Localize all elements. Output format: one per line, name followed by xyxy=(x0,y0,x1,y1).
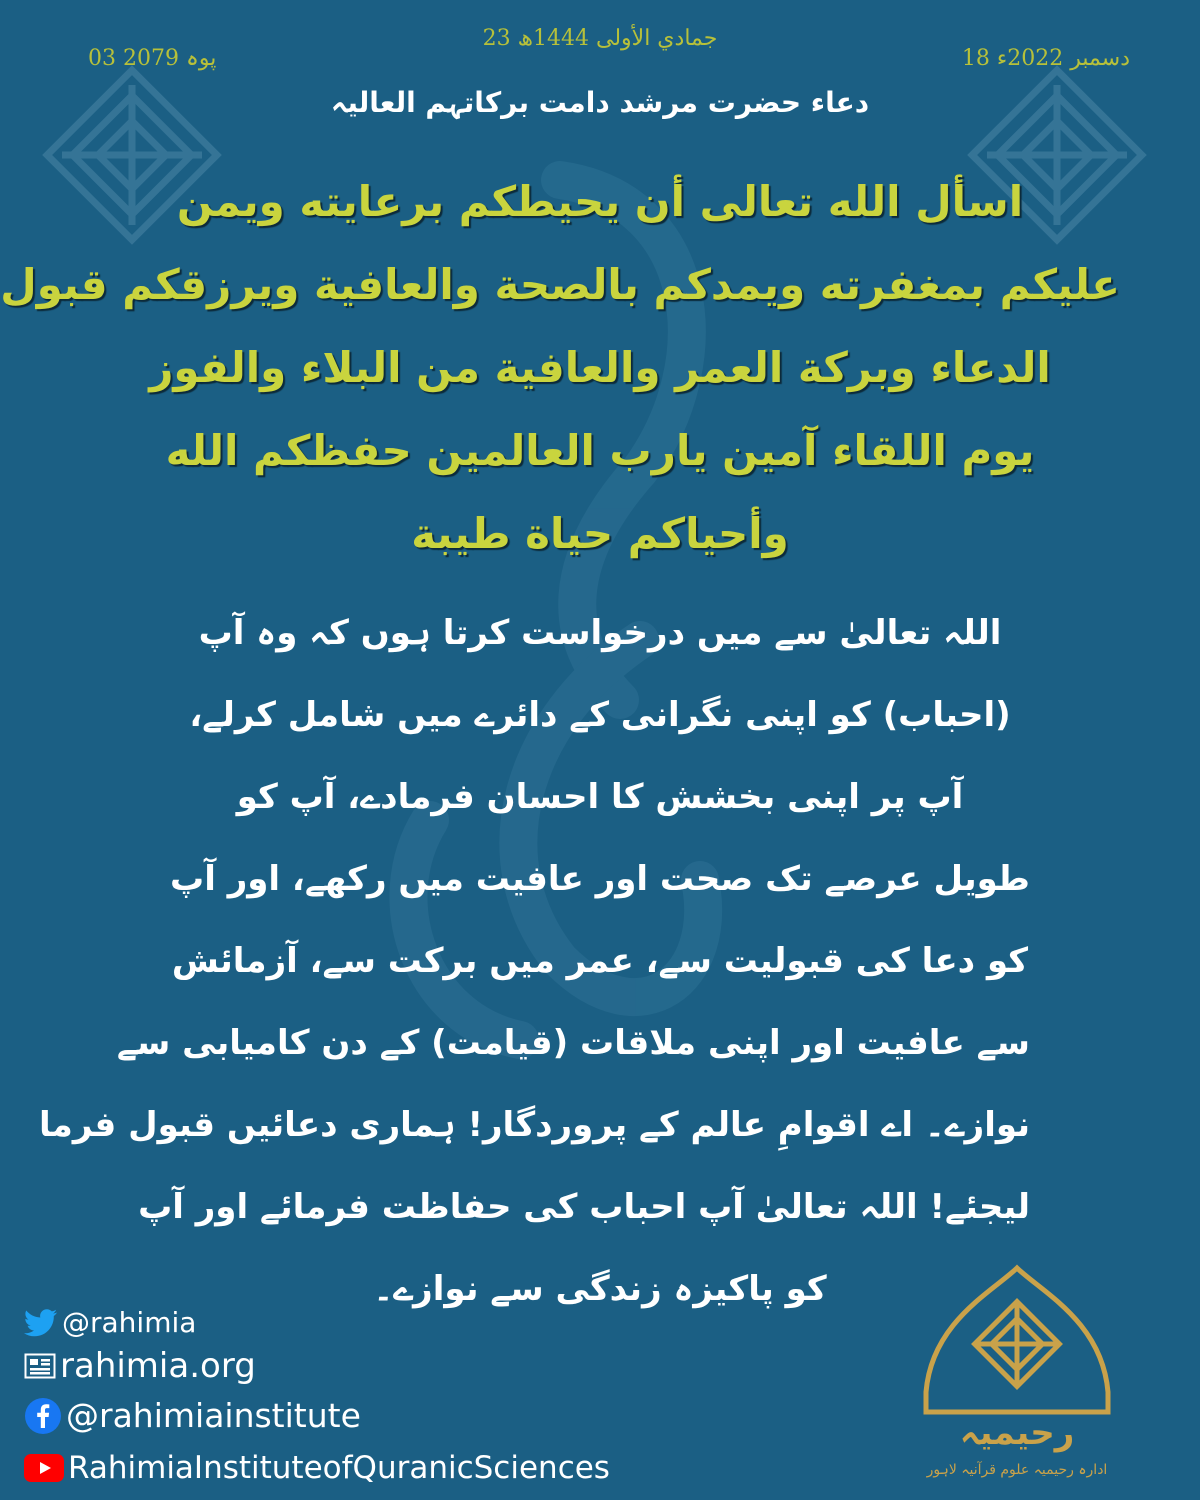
urdu-line: کو پاکیزہ زندگی سے نوازے۔ xyxy=(373,1269,827,1309)
twitter-handle: @rahimia xyxy=(62,1306,197,1339)
urdu-line: اللہ تعالیٰ سے میں درخواست کرتا ہوں کہ وہ آپ xyxy=(198,613,1002,653)
website-icon xyxy=(24,1353,56,1379)
arabic-line: عليكم بمغفرته ويمدكم بالصحة والعافية ويرزقكم قبول xyxy=(0,260,1120,309)
facebook-handle: @rahimiainstitute xyxy=(66,1396,361,1435)
youtube-channel: RahimiaInstituteofQuranicSciences xyxy=(68,1450,610,1486)
logo-subtitle: ادارہ رحیمیہ علوم قرآنیہ لاہور xyxy=(926,1462,1108,1478)
website-link[interactable] xyxy=(24,1346,256,1386)
facebook-icon xyxy=(24,1397,62,1435)
youtube-link[interactable] xyxy=(24,1450,610,1486)
gregorian-date: 18 دسمبر 2022ء xyxy=(961,46,1130,71)
urdu-line: نوازے۔ اے اقوامِ عالم کے پروردگار! ہماری دعائیں قبول فرما xyxy=(39,1105,1030,1145)
urdu-line: طویل عرصے تک صحت اور عافیت میں رکھے، اور آپ xyxy=(170,859,1030,899)
urdu-line: (احباب) کو اپنی نگرانی کے دائرے میں شامل کرلے، xyxy=(189,695,1011,735)
dua-title: دعاء حضرت مرشد دامت برکاتہم العالیہ xyxy=(330,86,870,119)
twitter-icon xyxy=(24,1309,58,1337)
rahimia-logo xyxy=(912,1262,1122,1484)
urdu-line: کو دعا کی قبولیت سے، عمر میں برکت سے، آزمائش xyxy=(171,941,1029,981)
logo-emblem xyxy=(912,1262,1122,1484)
urdu-line: لیجئے! اللہ تعالیٰ آپ احباب کی حفاظت فرمائے اور آپ xyxy=(138,1187,1030,1227)
twitter-link[interactable] xyxy=(24,1306,196,1339)
arabic-line: اسأل الله تعالى أن يحيطكم برعايته ويمن xyxy=(176,177,1024,226)
arabic-line: وأحياكم حياة طيبة xyxy=(411,509,789,558)
urdu-line: آپ پر اپنی بخشش کا احسان فرمادے، آپ کو xyxy=(236,777,964,817)
youtube-icon xyxy=(24,1454,64,1482)
website-url: rahimia.org xyxy=(60,1346,256,1386)
bikrami-date: 03 پوہ 2079 xyxy=(88,46,217,71)
arabic-line: الدعاء وبركة العمر والعافية من البلاء والفوز xyxy=(149,343,1051,392)
facebook-link[interactable] xyxy=(24,1396,361,1435)
logo-name: رحیمیہ xyxy=(959,1413,1075,1453)
hijri-date: 23 جمادي الأولى 1444ھ xyxy=(482,26,718,51)
arabic-dua xyxy=(0,160,1120,575)
arabic-line: يوم اللقاء آمين يارب العالمين حفظكم الله xyxy=(165,426,1035,475)
urdu-line: سے عافیت اور اپنی ملاقات (قیامت) کے دن کامیابی سے xyxy=(116,1023,1030,1063)
